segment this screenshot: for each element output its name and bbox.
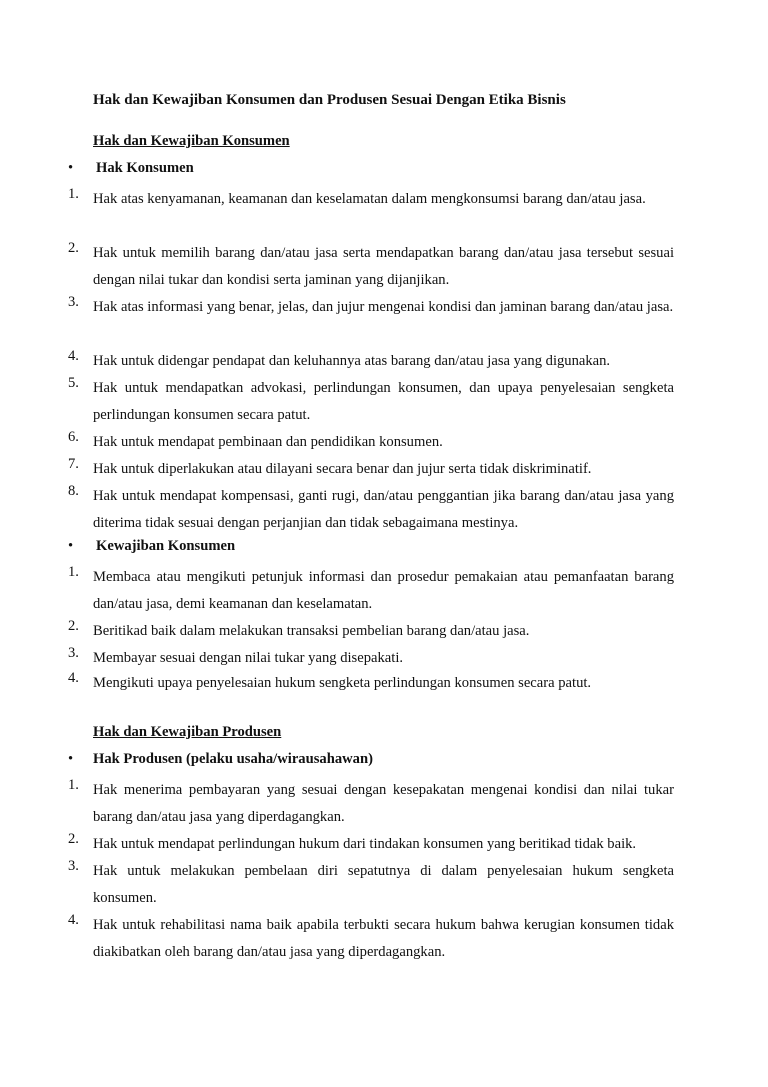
list-text: Beritikad baik dalam melakukan transaksi pembelian barang dan/atau jasa.	[93, 623, 530, 639]
list-text: Hak untuk mendapat pembinaan dan pendidikan konsumen.	[93, 434, 443, 450]
list-number: 6.	[68, 429, 79, 445]
list-text: Hak untuk didengar pendapat dan keluhannya atas barang dan/atau jasa yang digunakan.	[93, 353, 611, 369]
list-number: 5.	[68, 375, 79, 391]
bullet-label: Hak Produsen (pelaku usaha/wirausahawan)	[93, 751, 373, 767]
list-number: 1.	[68, 777, 79, 793]
list-number: 7.	[68, 456, 79, 472]
list-number: 4.	[68, 670, 79, 686]
bullet-label: Kewajiban Konsumen	[96, 538, 236, 554]
list-text: Hak untuk rehabilitasi nama baik apabila terbukti secara hukum bahwa kerugian konsumen tidak diakibatkan oleh barang dan/atau jasa yang diperdagangkan.	[93, 917, 674, 960]
list-text: Membaca atau mengikuti petunjuk informasi dan prosedur pemakaian atau pemanfaatan barang dan/atau jasa, demi keamanan dan keselamatan.	[93, 569, 674, 612]
list-number: 1.	[68, 186, 79, 202]
bullet-icon: •	[68, 160, 74, 176]
list-number: 4.	[68, 348, 79, 364]
bullet-icon: •	[68, 751, 74, 767]
list-text: Hak untuk melakukan pembelaan diri sepatutnya di dalam penyelesaian hukum sengketa konsumen.	[93, 863, 674, 906]
list-text: Hak untuk memilih barang dan/atau jasa serta mendapatkan barang dan/atau jasa tersebut sesuai dengan nilai tukar dan kondisi serta jaminan yang dijanjikan.	[93, 245, 674, 288]
list-number: 8.	[68, 483, 79, 499]
list-number: 3.	[68, 645, 79, 661]
list-text: Hak untuk mendapatkan advokasi, perlindungan konsumen, dan upaya penyelesaian sengketa perlindungan konsumen secara patut.	[93, 380, 674, 423]
list-number: 3.	[68, 858, 79, 874]
list-number: 2.	[68, 618, 79, 634]
list-number: 3.	[68, 294, 79, 310]
list-text: Hak atas informasi yang benar, jelas, dan jujur mengenai kondisi dan jaminan barang dan/atau jasa.	[93, 299, 674, 315]
document-title: Hak dan Kewajiban Konsumen dan Produsen Sesuai Dengan Etika Bisnis	[93, 92, 566, 108]
list-text: Mengikuti upaya penyelesaian hukum sengketa perlindungan konsumen secara patut.	[93, 675, 592, 691]
list-number: 1.	[68, 564, 79, 580]
list-number: 4.	[68, 912, 79, 928]
list-text: Hak untuk diperlakukan atau dilayani secara benar dan jujur serta tidak diskriminatif.	[93, 461, 592, 477]
list-text: Hak menerima pembayaran yang sesuai dengan kesepakatan mengenai kondisi dan nilai tukar barang dan/atau jasa yang diperdagangkan.	[93, 782, 674, 825]
section-heading-konsumen: Hak dan Kewajiban Konsumen	[93, 133, 290, 149]
list-number: 2.	[68, 240, 79, 256]
list-text: Hak untuk mendapat perlindungan hukum dari tindakan konsumen yang beritikad tidak baik.	[93, 836, 637, 852]
list-text: Hak untuk mendapat kompensasi, ganti rugi, dan/atau penggantian jika barang dan/atau jasa yang diterima tidak sesuai dengan perjanjian dan tidak sebagaimana mestinya.	[93, 488, 674, 531]
list-text: Membayar sesuai dengan nilai tukar yang disepakati.	[93, 650, 404, 666]
section-heading-produsen: Hak dan Kewajiban Produsen	[93, 724, 282, 740]
list-text: Hak atas kenyamanan, keamanan dan keselamatan dalam mengkonsumsi barang dan/atau jasa.	[93, 191, 646, 207]
bullet-icon: •	[68, 538, 74, 554]
list-number: 2.	[68, 831, 79, 847]
bullet-label: Hak Konsumen	[96, 160, 194, 176]
